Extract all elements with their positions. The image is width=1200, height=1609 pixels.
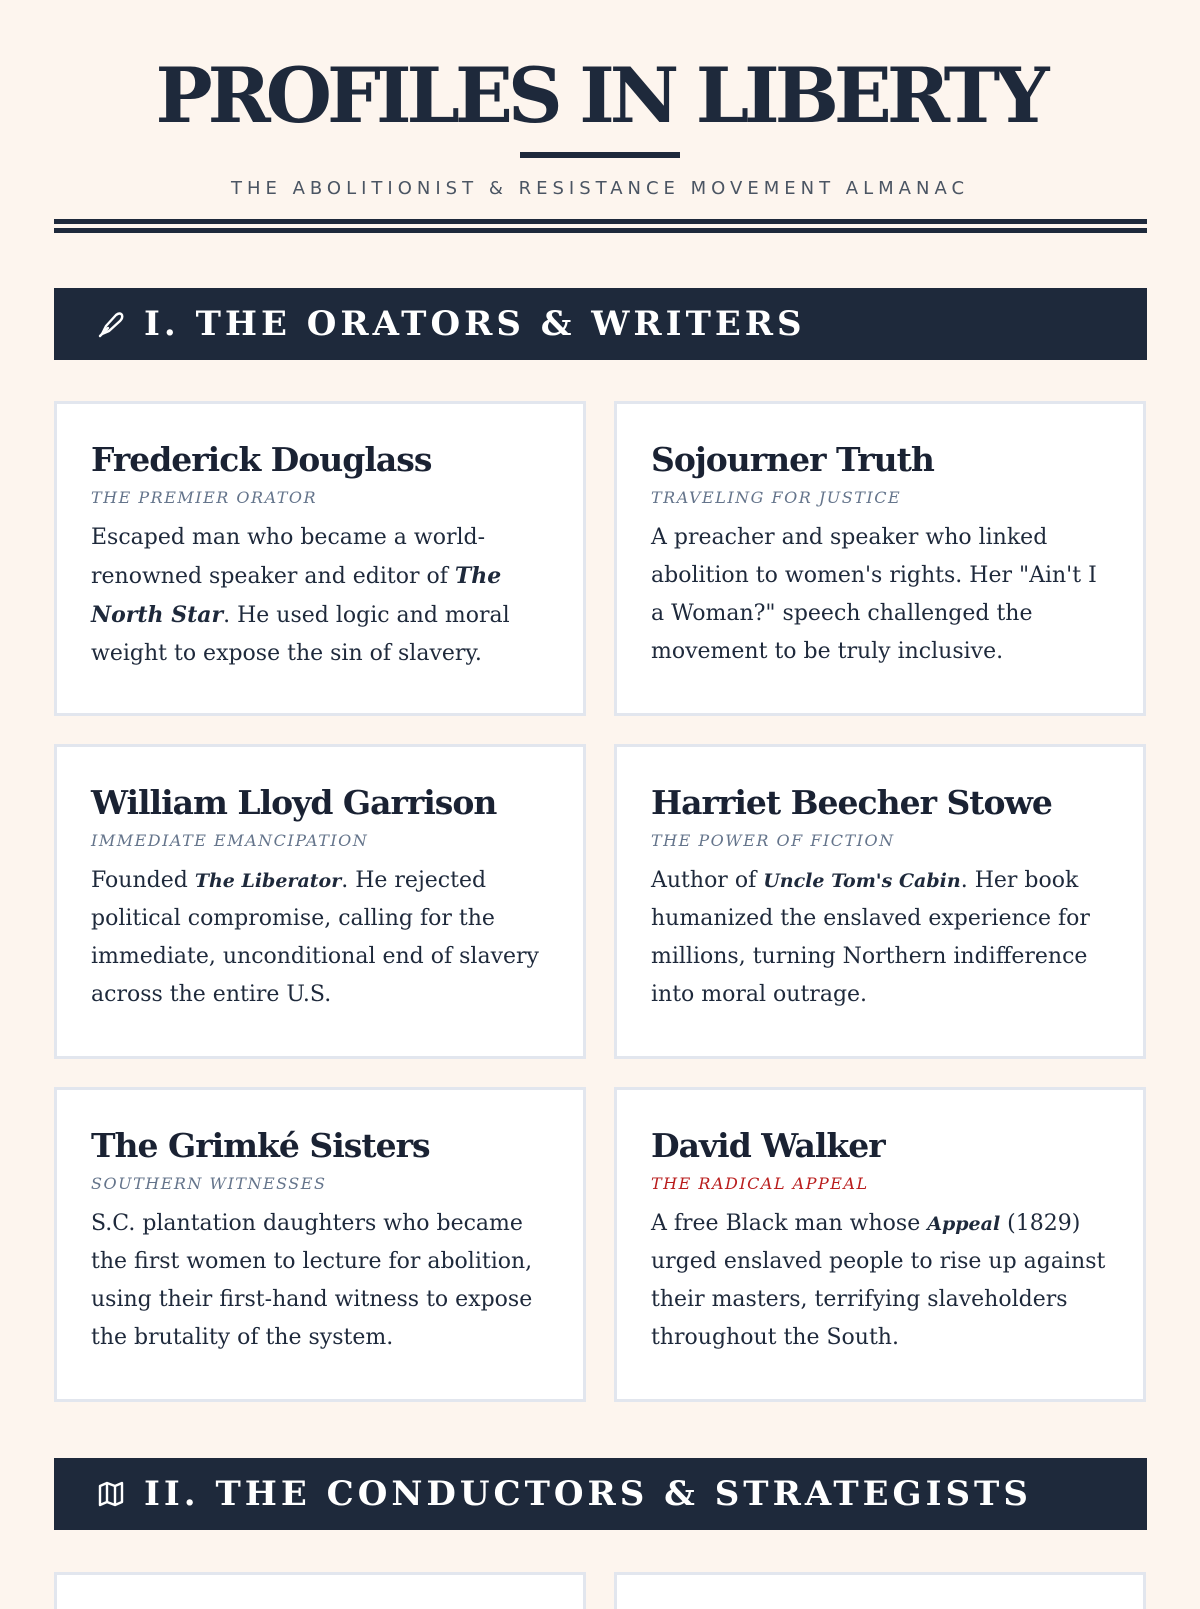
section-header-orators-writers — [54, 288, 1147, 360]
publication-title: The Liberator — [194, 870, 342, 892]
profile-tagline: THE RADICAL APPEAL — [651, 1174, 869, 1193]
profile-description: A free Black man whose Appeal (1829) urged enslaved people to rise up against their masters, terrifying slaveholders throughout the South. — [651, 1211, 1106, 1350]
profile-tagline: THE POWER OF FICTION — [651, 831, 895, 850]
profile-description: A preacher and speaker who linked abolition to women's rights. Her "Ain't I a Woman?" speech challenged the movement to be truly inclusive. — [651, 525, 1097, 664]
map-icon — [96, 1479, 126, 1509]
publication-title: Uncle Tom's Cabin — [763, 870, 961, 892]
profile-name: William Lloyd Garrison — [91, 783, 497, 822]
profile-card-grimke-sisters — [54, 1087, 586, 1402]
profile-name: Sojourner Truth — [651, 440, 934, 479]
profile-card-sojourner-truth — [614, 401, 1146, 716]
profile-name: David Walker — [651, 1126, 885, 1165]
section-header-conductors-strategists — [54, 1458, 1147, 1530]
publication-title: Appeal — [927, 1213, 1001, 1235]
profile-tagline: IMMEDIATE EMANCIPATION — [91, 831, 369, 850]
profile-tagline: TRAVELING FOR JUSTICE — [651, 488, 902, 507]
quill-pen-icon — [96, 309, 126, 339]
profile-tagline: THE PREMIER ORATOR — [91, 488, 318, 507]
profile-description: Founded The Liberator. He rejected political compromise, calling for the immediate, unconditional end of slavery across the entire U.S. — [91, 868, 539, 1007]
profile-card-frederick-douglass — [54, 401, 586, 716]
profile-name: Harriet Beecher Stowe — [651, 783, 1052, 822]
profile-card-partial — [614, 1572, 1146, 1609]
publication-title: The North Star — [91, 563, 502, 628]
profile-tagline: SOUTHERN WITNESSES — [91, 1174, 327, 1193]
profile-name: The Grimké Sisters — [91, 1126, 430, 1165]
profile-card-william-lloyd-garrison — [54, 744, 586, 1059]
profile-description: S.C. plantation daughters who became the first women to lecture for abolition, using their first-hand witness to expose the brutality of the system. — [91, 1211, 533, 1350]
masthead — [0, 0, 1200, 199]
profile-card-harriet-beecher-stowe — [614, 744, 1146, 1059]
profile-name: Frederick Douglass — [91, 440, 432, 479]
page-title: PROFILES IN LIBERTY — [155, 51, 1045, 140]
profile-card-partial — [54, 1572, 586, 1609]
section-title: II. THE CONDUCTORS & STRATEGISTS — [144, 1474, 1032, 1514]
section-title: I. THE ORATORS & WRITERS — [144, 304, 806, 344]
title-underline — [520, 152, 680, 158]
profile-description: Escaped man who became a world-renowned speaker and editor of The North Star. He used logic and moral weight to expose the sin of slavery. — [91, 525, 510, 666]
profile-description: Author of Uncle Tom's Cabin. Her book humanized the enslaved experience for millions, turning Northern indifference into moral outrage. — [651, 868, 1090, 1007]
double-rule-divider — [54, 219, 1147, 233]
profile-card-david-walker — [614, 1087, 1146, 1402]
page-subtitle: THE ABOLITIONIST & RESISTANCE MOVEMENT ALMANAC — [230, 178, 970, 199]
